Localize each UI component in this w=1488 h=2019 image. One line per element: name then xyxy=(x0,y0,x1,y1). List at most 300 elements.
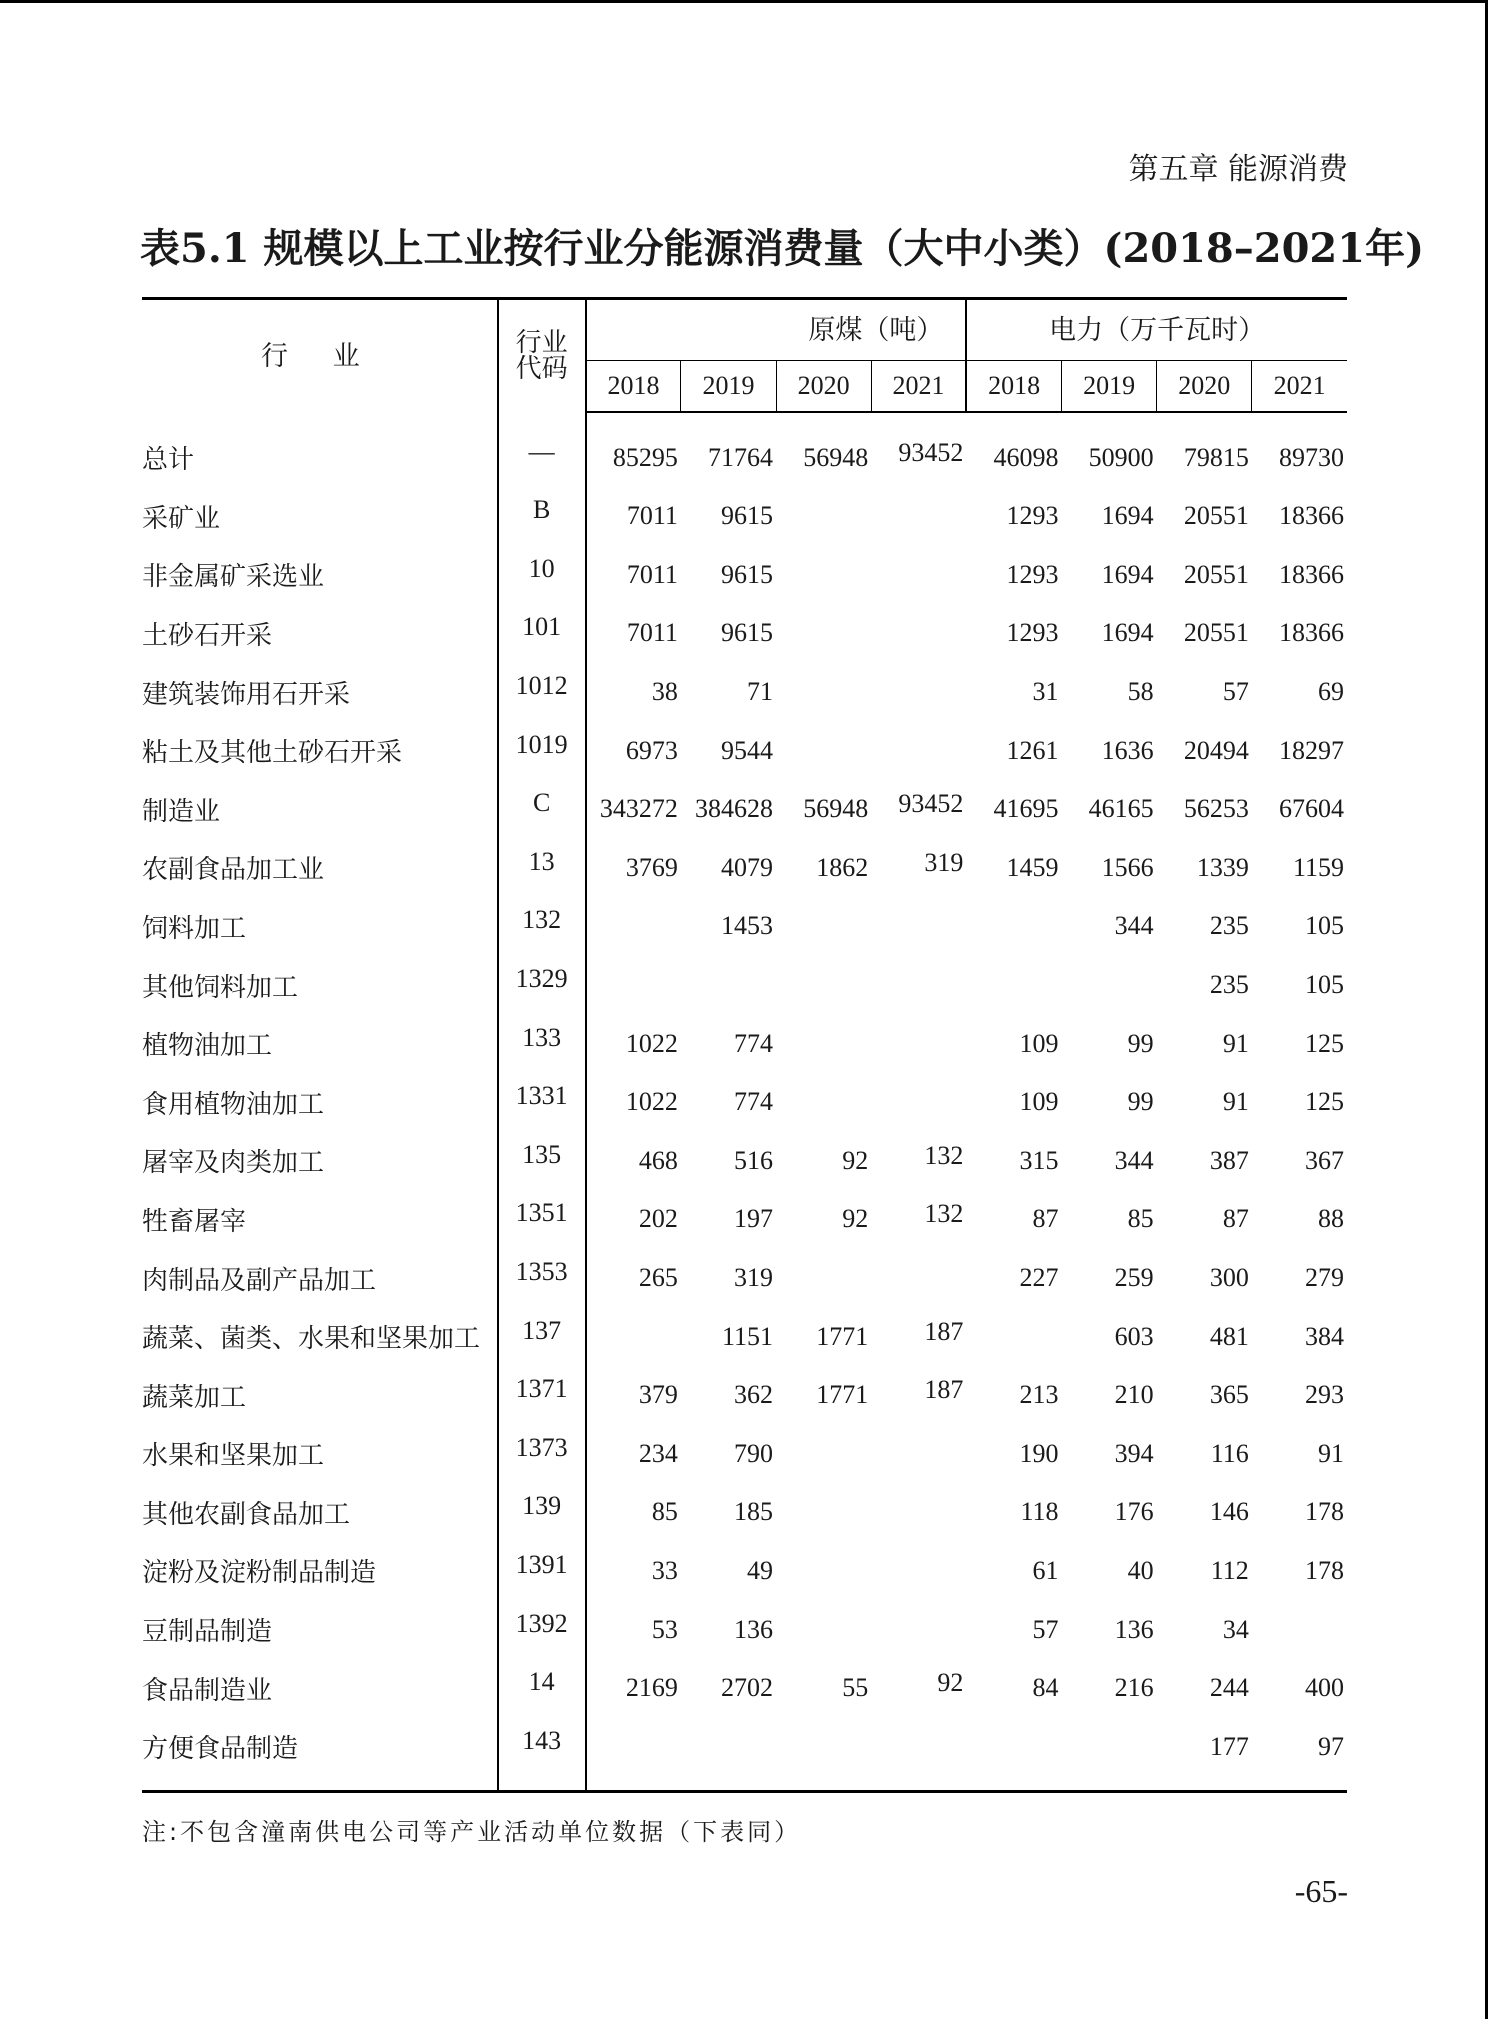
industry-code-cell xyxy=(498,1717,586,1791)
coal-value-cell xyxy=(586,1425,681,1484)
power-value: 400 xyxy=(1305,1673,1344,1703)
industry-code-cell xyxy=(498,1542,586,1601)
power-value-cell xyxy=(1157,897,1252,956)
coal-value-cell xyxy=(586,721,681,780)
coal-value-cell xyxy=(871,956,966,1015)
power-value-cell xyxy=(1062,1132,1157,1191)
power-value: 84 xyxy=(1032,1673,1059,1703)
coal-value-cell xyxy=(776,721,871,780)
coal-value-cell xyxy=(871,1307,966,1366)
table-row xyxy=(142,839,1347,898)
industry-code-cell xyxy=(498,1483,586,1542)
power-value: 216 xyxy=(1114,1673,1154,1703)
coal-value: 379 xyxy=(638,1380,678,1410)
power-value-cell xyxy=(1157,604,1252,663)
power-value-cell xyxy=(1062,1249,1157,1308)
coal-value-cell xyxy=(586,1190,681,1249)
coal-value-cell xyxy=(586,487,681,546)
power-year-header: 2019 xyxy=(1062,361,1157,413)
table-row xyxy=(142,546,1347,605)
coal-value: 4079 xyxy=(721,852,774,882)
power-value: 365 xyxy=(1209,1380,1249,1410)
coal-value: 2169 xyxy=(625,1673,678,1703)
power-value-cell xyxy=(1157,780,1252,839)
coal-value: 6973 xyxy=(625,735,678,765)
power-value: 20494 xyxy=(1183,735,1249,765)
power-value-cell xyxy=(1062,412,1157,487)
industry-name-cell: 方便食品制造 xyxy=(142,1717,498,1791)
power-value: 109 xyxy=(1019,1028,1059,1058)
coal-value: 136 xyxy=(734,1614,774,1644)
power-value: 116 xyxy=(1210,1438,1249,1468)
coal-value-cell xyxy=(681,412,776,487)
power-value: 58 xyxy=(1127,677,1154,707)
industry-name-cell: 其他农副食品加工 xyxy=(142,1483,498,1542)
power-value-cell xyxy=(1157,1366,1252,1425)
coal-value-cell xyxy=(776,839,871,898)
table-row xyxy=(142,1366,1347,1425)
industry-name-cell: 采矿业 xyxy=(142,487,498,546)
power-value-cell xyxy=(1157,1717,1252,1791)
coal-value: 185 xyxy=(734,1497,774,1527)
coal-value: 7011 xyxy=(626,559,678,589)
power-value: 1293 xyxy=(1006,501,1059,531)
coal-value: 33 xyxy=(651,1555,678,1585)
power-value-cell xyxy=(1062,1307,1157,1366)
industry-name-cell: 总计 xyxy=(142,412,498,487)
coal-value-cell xyxy=(586,1307,681,1366)
coal-value-cell xyxy=(586,604,681,663)
industry-code-text: 1371 xyxy=(515,1374,568,1404)
power-value: 367 xyxy=(1305,1145,1344,1175)
power-value: 99 xyxy=(1127,1028,1154,1058)
coal-value-cell xyxy=(681,663,776,722)
coal-value: 1862 xyxy=(816,852,869,882)
power-value-cell xyxy=(1157,1132,1252,1191)
industry-code-text: 13 xyxy=(528,846,555,876)
industry-name-cell: 屠宰及肉类加工 xyxy=(142,1132,498,1191)
table-row xyxy=(142,1190,1347,1249)
power-value: 61 xyxy=(1032,1555,1059,1585)
coal-value: 53 xyxy=(651,1614,678,1644)
coal-value: 343272 xyxy=(599,794,678,824)
industry-name-cell: 农副食品加工业 xyxy=(142,839,498,898)
power-value-cell xyxy=(966,1659,1061,1718)
coal-value: 197 xyxy=(734,1204,774,1234)
code-column-header xyxy=(498,299,586,413)
coal-value-cell xyxy=(681,1483,776,1542)
power-value-cell xyxy=(1062,1190,1157,1249)
power-value: 50900 xyxy=(1088,443,1154,472)
coal-value: 1771 xyxy=(816,1321,869,1351)
power-value-cell xyxy=(1252,487,1347,546)
coal-value-cell xyxy=(871,1249,966,1308)
coal-value-cell xyxy=(776,1014,871,1073)
power-value-cell xyxy=(966,604,1061,663)
industry-code-cell xyxy=(498,1659,586,1718)
coal-value: 1453 xyxy=(721,911,774,941)
power-value: 344 xyxy=(1114,911,1154,941)
coal-value-cell xyxy=(586,1600,681,1659)
page-number: -65- xyxy=(1294,1873,1348,1909)
industry-code-text: 1351 xyxy=(515,1198,568,1228)
power-value-cell xyxy=(966,546,1061,605)
coal-value-cell xyxy=(776,1483,871,1542)
power-value: 1339 xyxy=(1196,852,1249,882)
power-value-cell xyxy=(1062,1717,1157,1791)
power-value-cell xyxy=(1157,721,1252,780)
industry-code-cell xyxy=(498,1190,586,1249)
power-value: 87 xyxy=(1222,1204,1249,1234)
coal-value: 85 xyxy=(651,1497,678,1527)
industry-code-text: 137 xyxy=(522,1315,562,1345)
power-value-cell xyxy=(1252,780,1347,839)
industry-code-cell xyxy=(498,412,586,487)
coal-value: 384628 xyxy=(695,794,774,824)
power-year-header: 2021 xyxy=(1252,361,1347,413)
power-value: 210 xyxy=(1114,1380,1154,1410)
table-note: 注:不包含潼南供电公司等产业活动单位数据（下表同） xyxy=(142,1818,802,1846)
coal-value-cell xyxy=(776,897,871,956)
power-value: 235 xyxy=(1209,970,1249,1000)
coal-value: 7011 xyxy=(626,618,678,648)
industry-code-text: 1373 xyxy=(515,1432,568,1462)
industry-code-text: 132 xyxy=(522,905,562,935)
power-value-cell xyxy=(1062,1014,1157,1073)
coal-value-cell xyxy=(871,604,966,663)
industry-code-cell xyxy=(498,1249,586,1308)
coal-value-cell xyxy=(681,1659,776,1718)
coal-value-cell xyxy=(586,663,681,722)
power-value-cell xyxy=(1062,897,1157,956)
power-value-cell xyxy=(1157,839,1252,898)
coal-value: 71764 xyxy=(708,443,774,472)
power-value: 99 xyxy=(1127,1087,1154,1117)
power-value: 46098 xyxy=(993,443,1059,472)
power-value-cell xyxy=(1252,1014,1347,1073)
coal-value-cell xyxy=(871,1073,966,1132)
power-value: 481 xyxy=(1209,1321,1249,1351)
coal-value-cell xyxy=(776,1600,871,1659)
power-value: 109 xyxy=(1019,1087,1059,1117)
power-value: 244 xyxy=(1209,1673,1249,1703)
industry-code-cell xyxy=(498,1600,586,1659)
table-row xyxy=(142,1600,1347,1659)
power-value: 118 xyxy=(1020,1497,1059,1527)
coal-value-cell xyxy=(871,1542,966,1601)
power-value-cell xyxy=(1252,1483,1347,1542)
coal-value-cell xyxy=(776,1659,871,1718)
coal-value-cell xyxy=(776,1717,871,1791)
power-value: 344 xyxy=(1114,1145,1154,1175)
power-value-cell xyxy=(1157,1073,1252,1132)
power-value-cell xyxy=(966,897,1061,956)
table-row xyxy=(142,487,1347,546)
power-value-cell xyxy=(966,1717,1061,1791)
industry-code-cell xyxy=(498,1307,586,1366)
coal-value: 56948 xyxy=(803,443,869,472)
coal-value: 9544 xyxy=(721,735,774,765)
power-value: 56253 xyxy=(1183,794,1249,824)
coal-value-cell xyxy=(871,1425,966,1484)
coal-value-cell xyxy=(776,663,871,722)
industry-name-cell: 肉制品及副产品加工 xyxy=(142,1249,498,1308)
power-value: 213 xyxy=(1019,1380,1059,1410)
power-year-header: 2018 xyxy=(966,361,1061,413)
power-value: 20551 xyxy=(1183,559,1249,589)
industry-code-cell xyxy=(498,604,586,663)
coal-value-cell xyxy=(681,1073,776,1132)
table-row xyxy=(142,956,1347,1015)
industry-code-cell xyxy=(498,1073,586,1132)
power-value-cell xyxy=(966,839,1061,898)
power-value-cell xyxy=(1157,412,1252,487)
industry-name-cell: 食用植物油加工 xyxy=(142,1073,498,1132)
coal-value: 92 xyxy=(842,1145,869,1175)
industry-code-cell xyxy=(498,839,586,898)
coal-value: 790 xyxy=(734,1438,774,1468)
coal-value-cell xyxy=(776,1542,871,1601)
industry-code-text: 14 xyxy=(528,1667,555,1697)
coal-group-header: 原煤（吨） xyxy=(586,299,967,361)
industry-name-cell: 淀粉及淀粉制品制造 xyxy=(142,1542,498,1601)
code-header-line1: 行业 xyxy=(515,328,568,358)
coal-value-cell xyxy=(681,1717,776,1791)
coal-value-cell xyxy=(871,721,966,780)
power-value: 40 xyxy=(1127,1555,1154,1585)
coal-value-cell xyxy=(776,1073,871,1132)
power-value: 57 xyxy=(1222,677,1249,707)
coal-value-cell xyxy=(871,1132,966,1191)
industry-code-cell xyxy=(498,1425,586,1484)
table-row xyxy=(142,412,1347,487)
coal-value-cell xyxy=(776,604,871,663)
industry-code-text: C xyxy=(532,788,551,818)
power-value-cell xyxy=(1252,1132,1347,1191)
coal-value-cell xyxy=(871,412,966,487)
power-value-cell xyxy=(966,1132,1061,1191)
coal-value: 1771 xyxy=(816,1380,869,1410)
coal-value: 1151 xyxy=(721,1321,774,1351)
power-value: 178 xyxy=(1305,1555,1344,1585)
power-value: 69 xyxy=(1318,677,1344,707)
coal-value-cell xyxy=(871,1190,966,1249)
power-value: 227 xyxy=(1019,1263,1059,1293)
power-value: 125 xyxy=(1305,1087,1344,1117)
coal-value-cell xyxy=(586,546,681,605)
power-value-cell xyxy=(1062,1483,1157,1542)
coal-value: 1022 xyxy=(625,1028,678,1058)
power-value-cell xyxy=(966,1600,1061,1659)
industry-code-text: 1019 xyxy=(515,729,568,759)
table-row xyxy=(142,1425,1347,1484)
coal-value-cell xyxy=(586,956,681,1015)
industry-code-cell xyxy=(498,1014,586,1073)
table-row xyxy=(142,1659,1347,1718)
power-value: 112 xyxy=(1210,1555,1249,1585)
industry-code-cell xyxy=(498,1132,586,1191)
power-value: 46165 xyxy=(1088,794,1154,824)
power-value-cell xyxy=(966,487,1061,546)
industry-code-cell xyxy=(498,1366,586,1425)
coal-value: 1022 xyxy=(625,1087,678,1117)
coal-value: 202 xyxy=(638,1204,678,1234)
coal-value-cell xyxy=(776,1366,871,1425)
coal-value-cell xyxy=(871,1600,966,1659)
power-value-cell xyxy=(966,780,1061,839)
power-value: 176 xyxy=(1114,1497,1154,1527)
power-value: 91 xyxy=(1222,1087,1249,1117)
industry-code-text: 133 xyxy=(522,1022,562,1052)
power-value-cell xyxy=(1252,1717,1347,1791)
coal-value-cell xyxy=(871,1659,966,1718)
power-value-cell xyxy=(1252,721,1347,780)
power-value-cell xyxy=(966,412,1061,487)
power-value-cell xyxy=(1252,1366,1347,1425)
power-value: 1636 xyxy=(1101,735,1154,765)
coal-value: 71 xyxy=(747,677,774,707)
coal-value: 85295 xyxy=(612,443,678,472)
coal-value-cell xyxy=(776,546,871,605)
coal-value: 132 xyxy=(924,1199,964,1229)
power-value: 79815 xyxy=(1183,443,1249,472)
coal-value-cell xyxy=(586,1366,681,1425)
coal-value: 187 xyxy=(924,1316,964,1346)
power-value-cell xyxy=(1062,1542,1157,1601)
power-value-cell xyxy=(1157,546,1252,605)
power-value-cell xyxy=(1062,1073,1157,1132)
industry-name-cell: 土砂石开采 xyxy=(142,604,498,663)
industry-name-cell: 粘土及其他土砂石开采 xyxy=(142,721,498,780)
coal-value-cell xyxy=(586,1014,681,1073)
power-value: 300 xyxy=(1209,1263,1249,1293)
coal-value-cell xyxy=(776,1307,871,1366)
industry-name-cell: 饲料加工 xyxy=(142,897,498,956)
power-value: 18366 xyxy=(1279,559,1344,589)
industry-code-text: 1353 xyxy=(515,1257,568,1287)
power-group-header: 电力（万千瓦时） xyxy=(966,299,1347,361)
coal-value: 9615 xyxy=(721,501,774,531)
power-value-cell xyxy=(966,1073,1061,1132)
coal-value-cell xyxy=(681,1014,776,1073)
table-row xyxy=(142,1249,1347,1308)
coal-value-cell xyxy=(871,487,966,546)
power-value-cell xyxy=(1062,956,1157,1015)
coal-year-header: 2021 xyxy=(871,361,966,413)
power-value-cell xyxy=(1062,1600,1157,1659)
power-value-cell xyxy=(1157,1483,1252,1542)
power-value: 1159 xyxy=(1292,852,1344,882)
coal-value: 38 xyxy=(651,677,678,707)
power-value: 31 xyxy=(1032,677,1059,707)
coal-value: 3769 xyxy=(625,852,678,882)
coal-value-cell xyxy=(681,1366,776,1425)
power-value: 394 xyxy=(1114,1438,1154,1468)
coal-value-cell xyxy=(681,780,776,839)
power-value: 105 xyxy=(1305,970,1344,1000)
industry-name-cell: 植物油加工 xyxy=(142,1014,498,1073)
power-value-cell xyxy=(1062,839,1157,898)
industry-code-text: 139 xyxy=(522,1491,562,1521)
power-value: 67604 xyxy=(1279,794,1344,824)
power-value-cell xyxy=(1157,1425,1252,1484)
power-value: 177 xyxy=(1209,1731,1249,1761)
coal-value: 319 xyxy=(734,1263,774,1293)
coal-value: 774 xyxy=(734,1087,774,1117)
coal-value: 9615 xyxy=(721,559,774,589)
power-value-cell xyxy=(966,1542,1061,1601)
industry-code-text: — xyxy=(528,436,555,466)
coal-value-cell xyxy=(681,1542,776,1601)
power-value: 387 xyxy=(1209,1145,1249,1175)
power-value-cell xyxy=(1252,663,1347,722)
industry-code-text: 143 xyxy=(522,1725,562,1755)
industry-name-cell: 水果和坚果加工 xyxy=(142,1425,498,1484)
coal-value-cell xyxy=(681,897,776,956)
industry-code-cell xyxy=(498,487,586,546)
table-row xyxy=(142,1132,1347,1191)
power-value: 259 xyxy=(1114,1263,1154,1293)
industry-code-text: 1331 xyxy=(515,1081,568,1111)
coal-value-cell xyxy=(871,1014,966,1073)
power-value: 136 xyxy=(1114,1614,1154,1644)
power-value-cell xyxy=(1252,546,1347,605)
industry-code-text: 1392 xyxy=(515,1608,568,1638)
power-value-cell xyxy=(1252,1073,1347,1132)
power-value-cell xyxy=(1062,721,1157,780)
power-value: 34 xyxy=(1222,1614,1249,1644)
industry-name-cell: 非金属矿采选业 xyxy=(142,546,498,605)
coal-value: 92 xyxy=(937,1668,964,1698)
power-value: 1293 xyxy=(1006,618,1059,648)
power-value-cell xyxy=(1062,546,1157,605)
table-body xyxy=(142,412,1347,1792)
power-value-cell xyxy=(1252,956,1347,1015)
table-row xyxy=(142,663,1347,722)
coal-value-cell xyxy=(871,1366,966,1425)
power-year-header: 2020 xyxy=(1157,361,1252,413)
code-header-line2: 代码 xyxy=(515,354,568,384)
power-value: 88 xyxy=(1318,1204,1344,1234)
power-value-cell xyxy=(1252,839,1347,898)
industry-name-cell: 建筑装饰用石开采 xyxy=(142,663,498,722)
industry-code-text: 135 xyxy=(522,1139,562,1169)
table-row xyxy=(142,780,1347,839)
power-value: 89730 xyxy=(1279,443,1344,472)
coal-year-header: 2020 xyxy=(776,361,871,413)
power-value: 41695 xyxy=(993,794,1059,824)
power-value-cell xyxy=(1252,412,1347,487)
power-value: 603 xyxy=(1114,1321,1154,1351)
coal-year-header: 2019 xyxy=(681,361,776,413)
coal-value-cell xyxy=(776,487,871,546)
coal-value: 234 xyxy=(638,1438,678,1468)
power-value-cell xyxy=(966,1249,1061,1308)
power-value: 85 xyxy=(1127,1204,1154,1234)
industry-name-cell: 制造业 xyxy=(142,780,498,839)
power-value-cell xyxy=(1157,1190,1252,1249)
power-value-cell xyxy=(1157,1659,1252,1718)
table-row xyxy=(142,1717,1347,1791)
coal-value-cell xyxy=(681,1600,776,1659)
coal-value-cell xyxy=(681,1249,776,1308)
coal-value-cell xyxy=(681,487,776,546)
power-value-cell xyxy=(1252,1425,1347,1484)
power-value-cell xyxy=(1252,1249,1347,1308)
power-value-cell xyxy=(1062,1659,1157,1718)
coal-value-cell xyxy=(681,604,776,663)
coal-value-cell xyxy=(776,956,871,1015)
